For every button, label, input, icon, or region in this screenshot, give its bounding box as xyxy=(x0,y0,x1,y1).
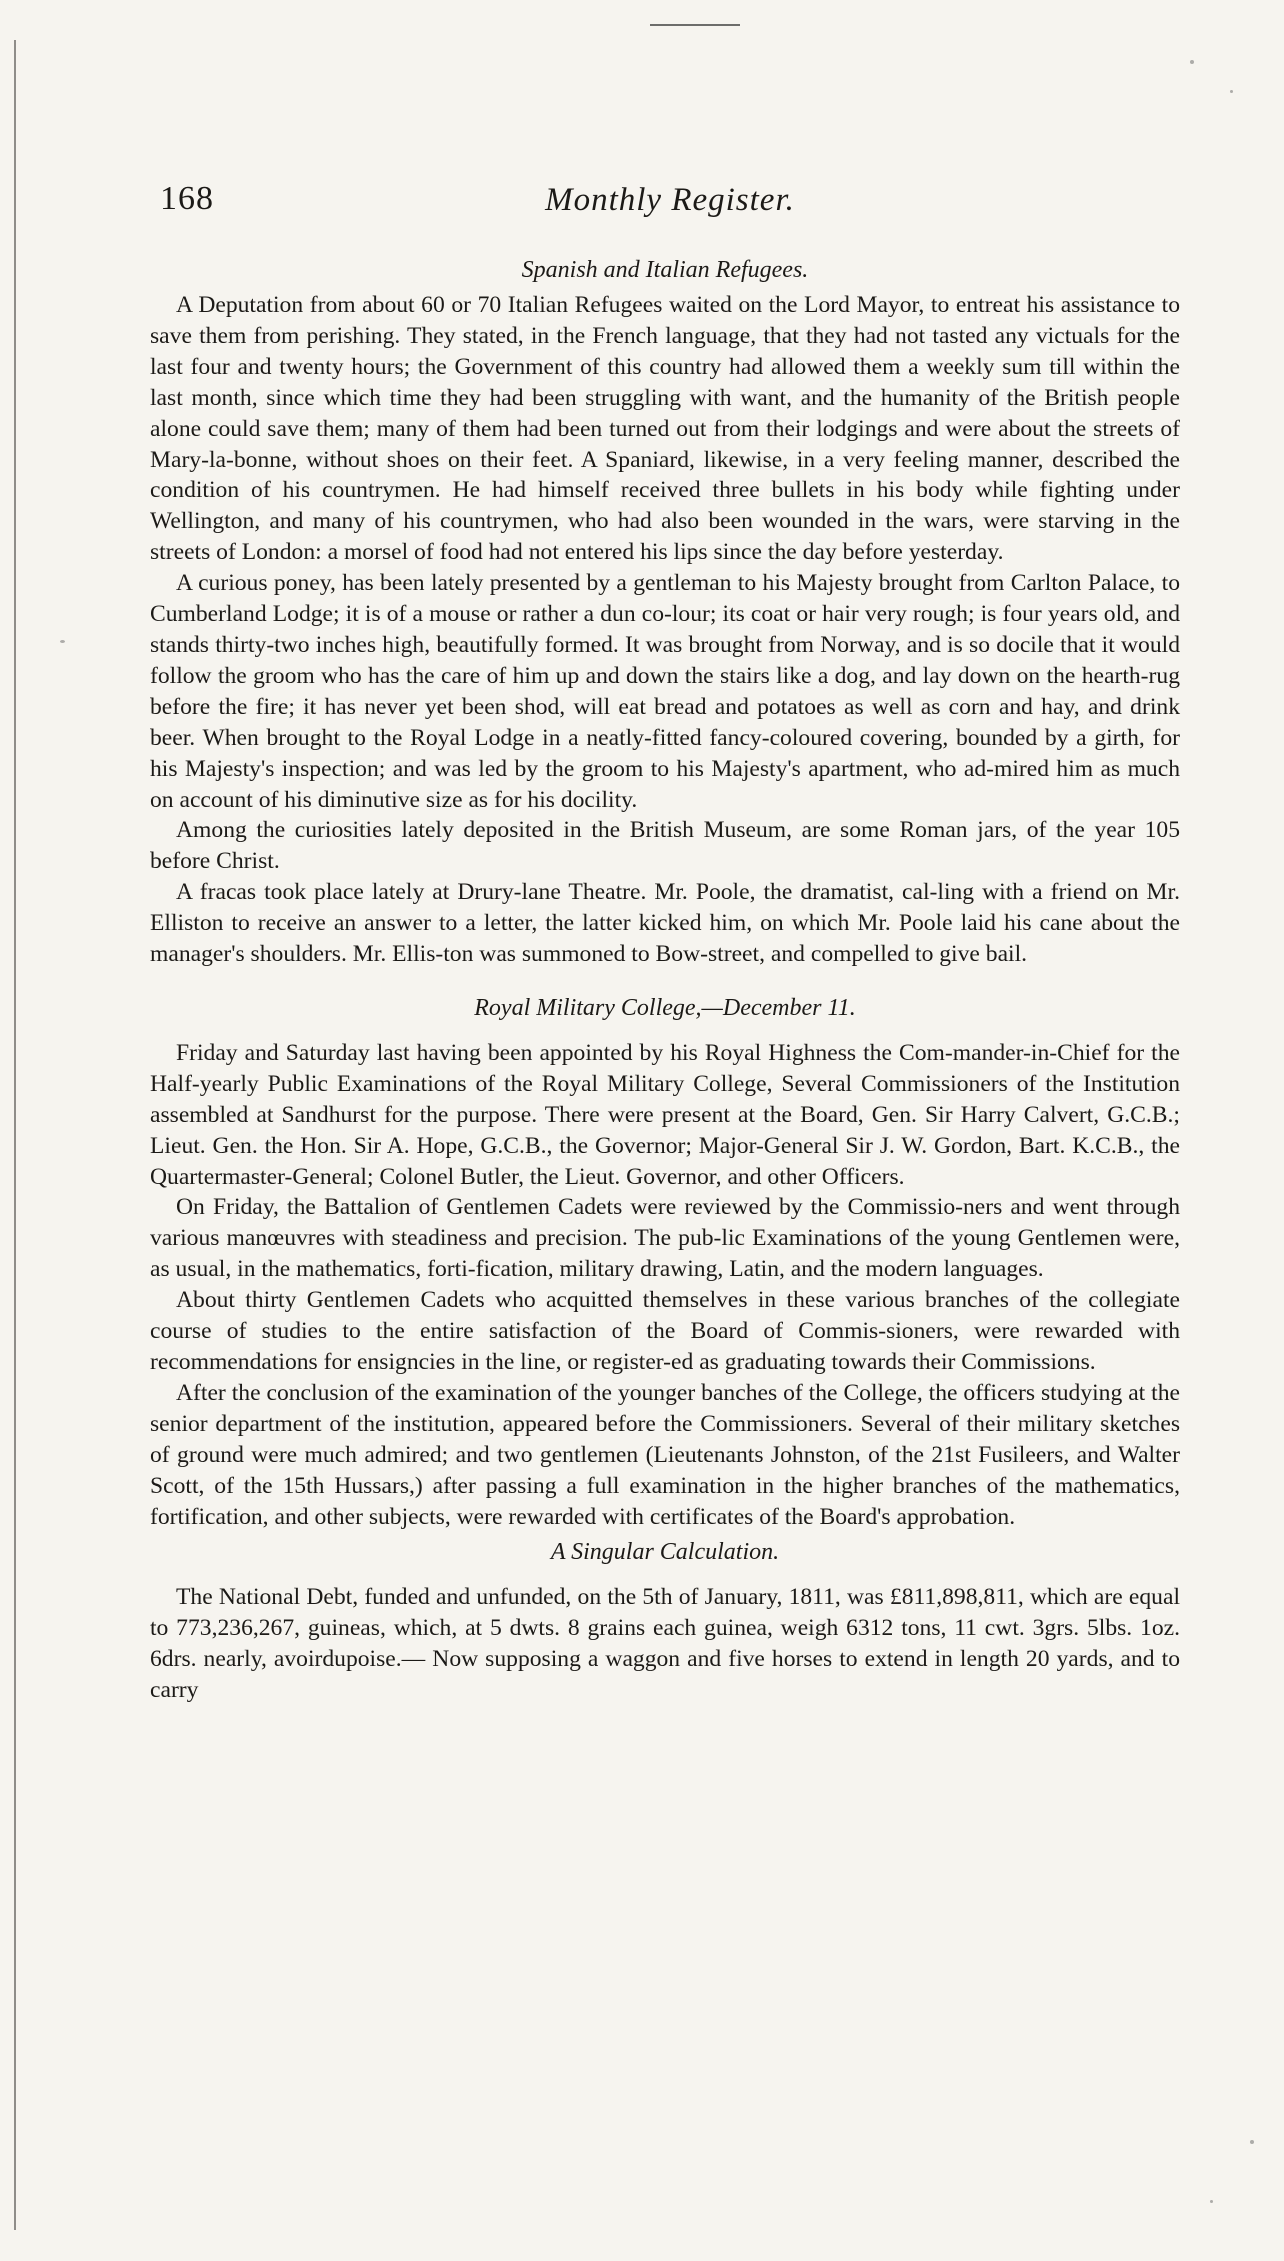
paragraph: A curious poney, has been lately presented by a gentleman to his Majesty brought from Carlton Palace, to Cumberland Lodge; it is of a mouse or rather a dun co-lour; its coat or hair very rough; is four years old, and stands thirty-two inches high, beautifully formed. It was brought from Norway, and is so docile that it would follow the groom who has the care of him up and down the stairs like a dog, and lay down on the hearth-rug before the fire; it has never yet been shod, will eat bread and potatoes as well as corn and hay, and drink beer. When brought to the Royal Lodge in a neatly-fitted fancy-coloured covering, bounded by a girth, for his Majesty's inspection; and was led by the groom to his Majesty's apartment, who ad-mired him as much on account of his diminutive size as for his docility. xyxy=(150,570,1180,813)
section-gap xyxy=(150,1028,1180,1038)
paragraph: About thirty Gentlemen Cadets who acquitted themselves in these various branches of the collegiate course of studies to the entire satisfaction of the Board of Commis-sioners, were rewarded with recommendations for ensigncies in the line, or register-ed as graduating towards their Commissions. xyxy=(150,1287,1180,1375)
paragraph: The National Debt, funded and unfunded, on the 5th of January, 1811, was £811,898,811, which are equal to 773,236,267, guineas, which, at 5 dwts. 8 grains each guinea, weigh 6312 tons, 11 cwt. 3grs. 5lbs. 1oz. 6drs. nearly, avoirdupoise.— Now supposing a waggon and five horses to extend in length 20 yards, and to carry xyxy=(150,1584,1180,1704)
page-edge-border xyxy=(14,40,16,2230)
section-gap xyxy=(150,970,1180,988)
print-speck xyxy=(60,640,65,643)
paragraph: Friday and Saturday last having been appointed by his Royal Highness the Com-mander-in-Chief for the Half-yearly Public Examinations of the Royal Military College, Several Commissioners of the Institution assembled at Sandhurst for the purpose. There were present at the Board, Gen. Sir Harry Calvert, G.C.B.; Lieut. Gen. the Hon. Sir A. Hope, G.C.B., the Governor; Major-General Sir J. W. Gordon, Bart. K.C.B., the Quartermaster-General; Colonel Butler, the Lieut. Governor, and other Officers. xyxy=(150,1039,1180,1190)
section-title-refugees: Spanish and Italian Refugees. xyxy=(521,257,809,283)
section-title-calculation: A Singular Calculation. xyxy=(550,1539,780,1566)
page-number: 168 xyxy=(160,180,214,217)
page-header xyxy=(160,180,1180,236)
running-title: Monthly Register. xyxy=(545,182,795,218)
article-body xyxy=(150,250,1180,1706)
section-gap xyxy=(150,1572,1180,1582)
top-rule xyxy=(650,24,740,26)
section-title-college: Royal Military College,—December 11. xyxy=(474,994,856,1021)
print-speck xyxy=(1250,2140,1254,2144)
paragraph: On Friday, the Battalion of Gentlemen Cadets were reviewed by the Commissio-ners and went through various manœuvres with steadiness and precision. The pub-lic Examinations of the young Gentlemen were, as usual, in the mathematics, forti-fication, military drawing, Latin, and the modern languages. xyxy=(150,1194,1180,1283)
print-speck xyxy=(1230,90,1233,93)
print-speck xyxy=(1210,2200,1213,2203)
paragraph: After the conclusion of the examination of the younger banches of the College, the officers studying at the senior department of the institution, appeared before the Commissioners. Several of their military sketches of ground were much admired; and two gentlemen (Lieutenants Johnston, of the 21st Fusileers, and Walter Scott, of the 15th Hussars,) after passing a full examination in the higher branches of the mathematics, fortification, and other subjects, were rewarded with certificates of the Board's approbation. xyxy=(150,1379,1180,1530)
paragraph: A fracas took place lately at Drury-lane Theatre. Mr. Poole, the dramatist, cal-ling with a friend on Mr. Elliston to receive an answer to a letter, the latter kicked him, on which Mr. Poole laid his cane about the manager's shoulders. Mr. Ellis-ton was summoned to Bow-street, and compelled to give bail. xyxy=(150,879,1180,968)
paragraph: Among the curiosities lately deposited in the British Museum, are some Roman jars, of the year 105 before Christ. xyxy=(150,817,1180,875)
print-speck xyxy=(1190,60,1194,64)
paragraph: A Deputation from about 60 or 70 Italian Refugees waited on the Lord Mayor, to entreat his assistance to save them from perishing. They stated, in the French language, that they had not tasted any victuals for the last four and twenty hours; the Government of this country had allowed them a weekly sum till within the last month, since which time they had been struggling with want, and the humanity of the British people alone could save them; many of them had been turned out from their lodgings and were about the streets of Mary-la-bonne, without shoes on their feet. A Spaniard, likewise, in a very feeling manner, described the condition of his countrymen. He had himself received three bullets in his body while fighting under Wellington, and many of his countrymen, who had also been wounded in the wars, were starving in the streets of London: a morsel of food had not entered his lips since the day before yesterday. xyxy=(150,292,1180,566)
